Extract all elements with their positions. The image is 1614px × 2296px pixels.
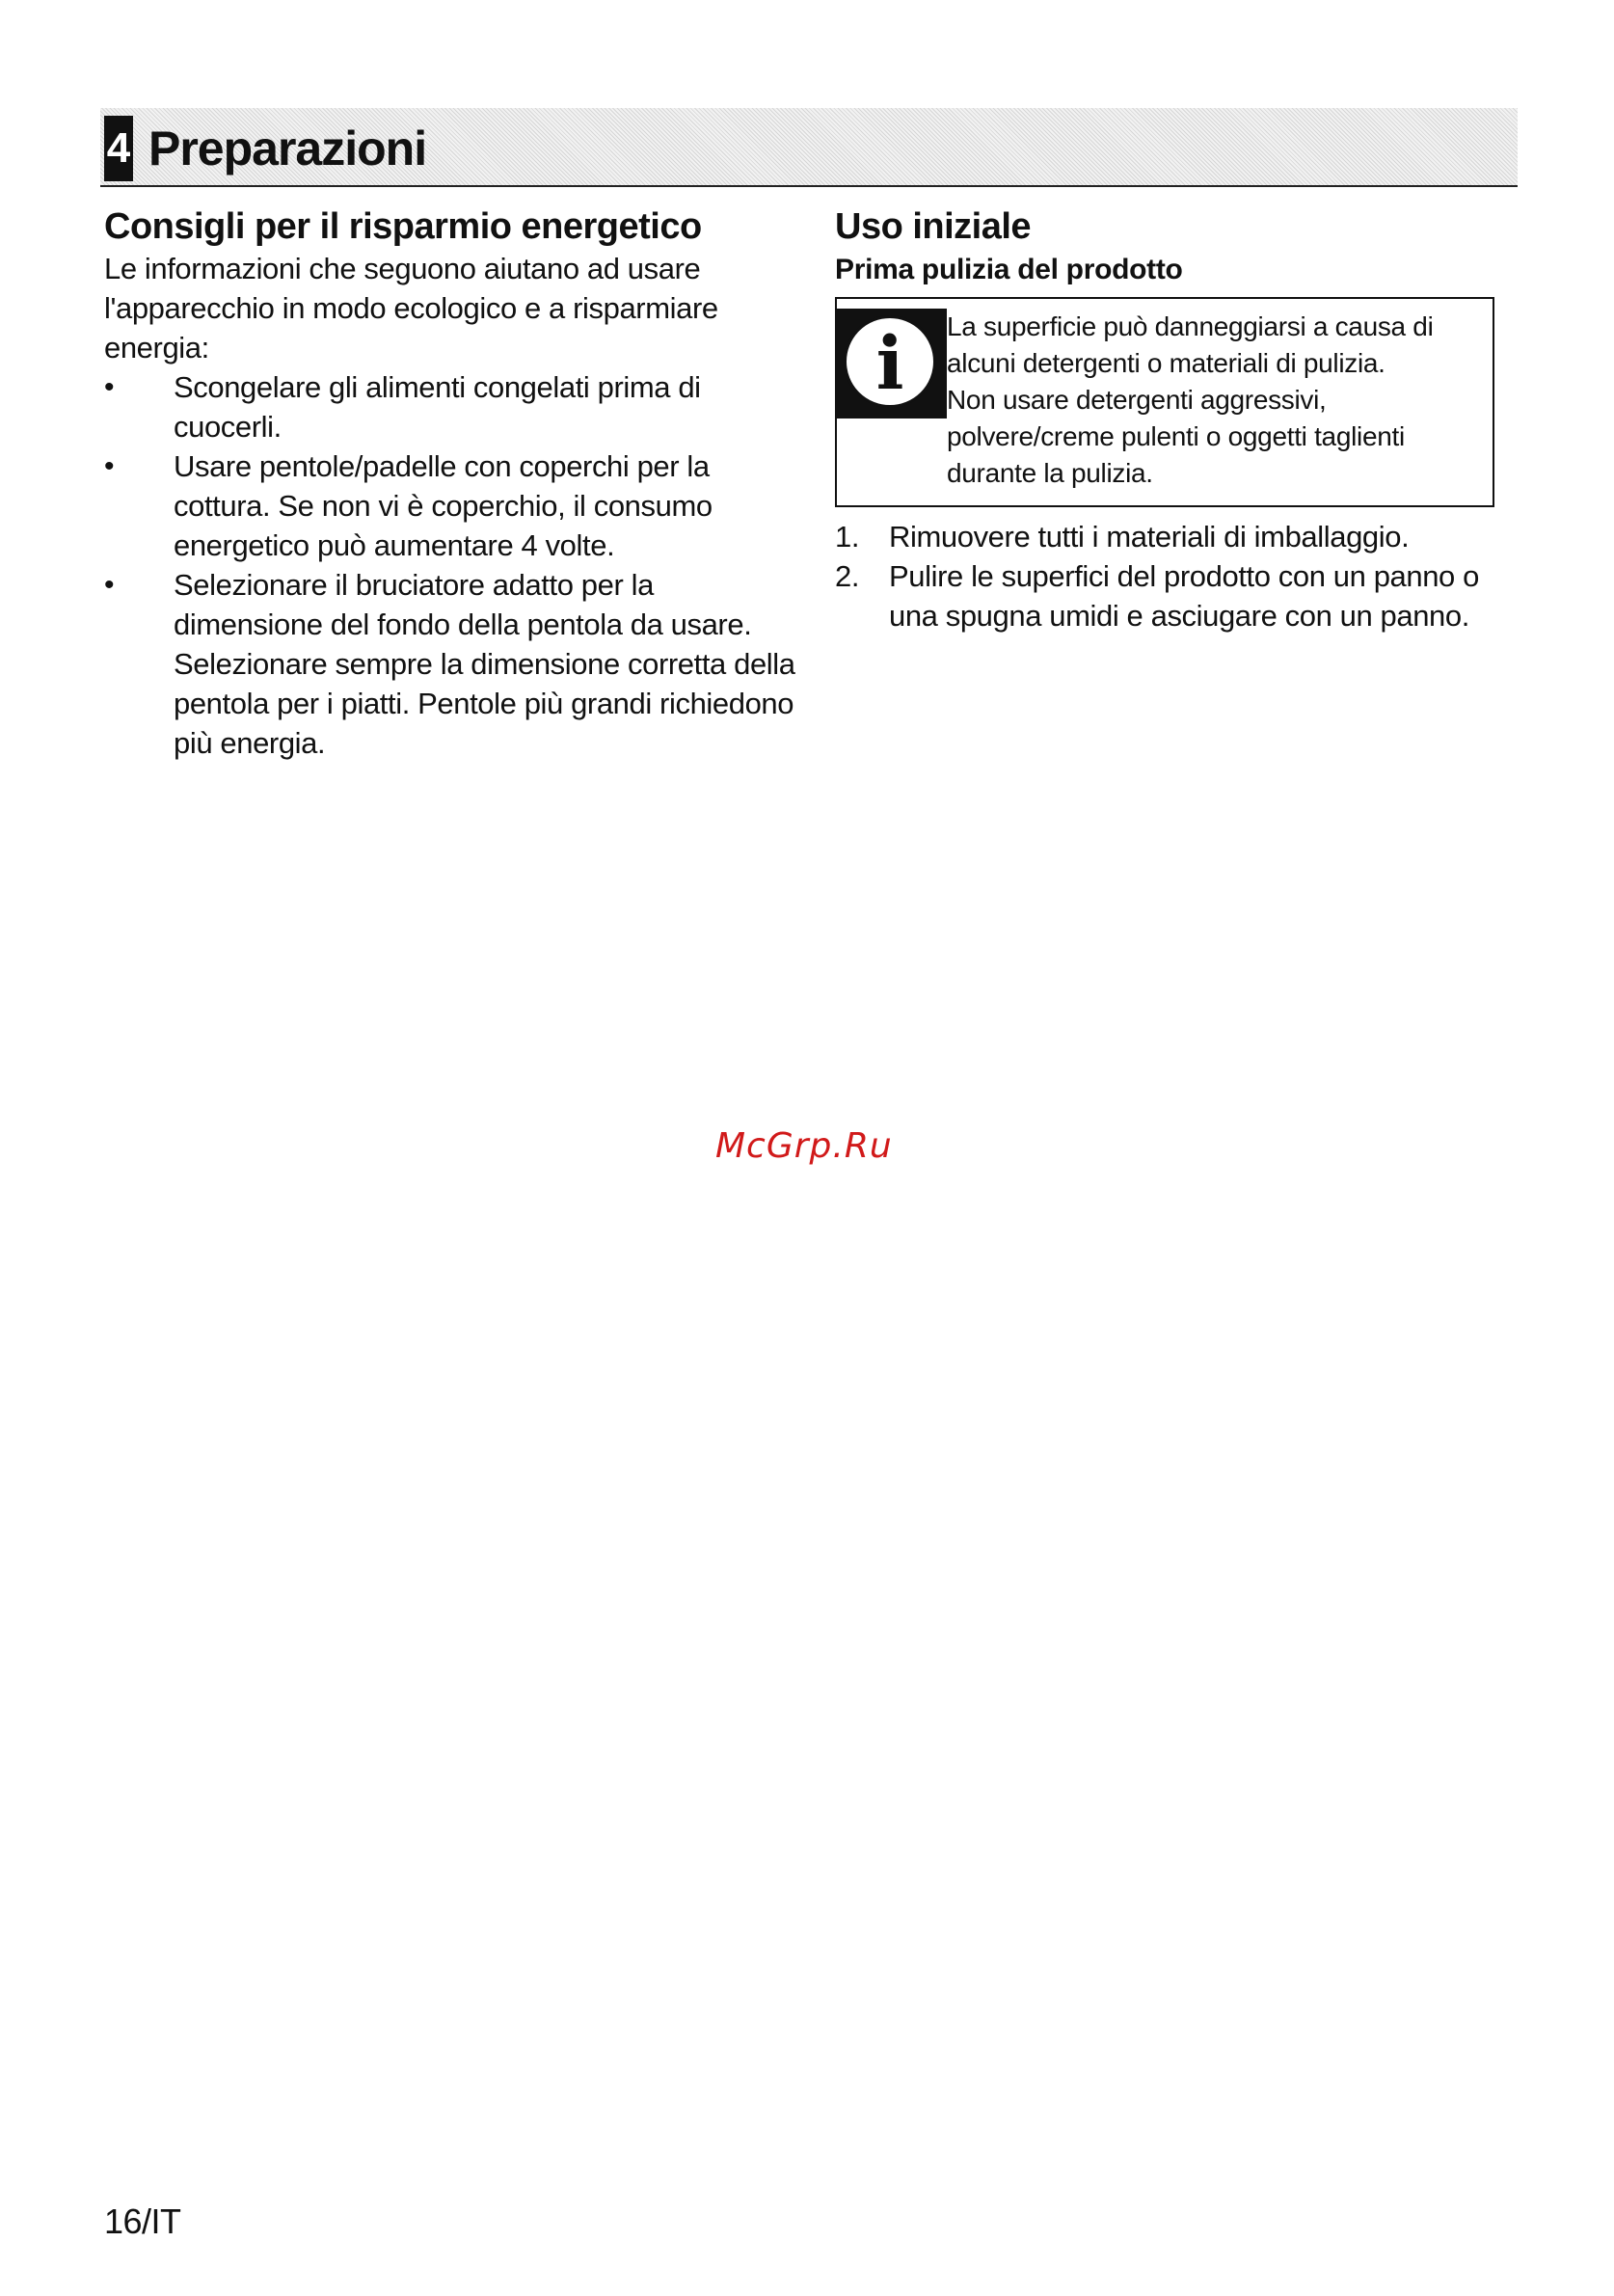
section-number: 4	[104, 116, 133, 181]
step-text: Rimuovere tutti i materiali di imballaggio.	[889, 520, 1410, 554]
energy-bullet-list	[104, 367, 798, 763]
section-header	[100, 108, 1518, 187]
list-item	[835, 556, 1520, 635]
step-number: 1.	[835, 520, 860, 554]
watermark: McGrp.Ru	[715, 1126, 893, 1166]
notice-line-1: La superficie può danneggiarsi a causa di alcuni detergenti o materiali di pulizia.	[947, 311, 1434, 378]
cleaning-steps-list	[835, 517, 1520, 635]
initial-use-subheading: Prima pulizia del prodotto	[835, 254, 1183, 285]
notice-line-2: Non usare detergenti aggressivi, polvere/creme pulenti o oggetti taglienti durante la pulizia.	[947, 385, 1405, 488]
energy-tips-column	[104, 204, 798, 763]
energy-heading: Consigli per il risparmio energetico	[104, 206, 702, 247]
list-item	[104, 446, 798, 565]
bullet-text: Usare pentole/padelle con coperchi per la cottura. Se non vi è coperchio, il consumo energetico può aumentare 4 volte.	[174, 449, 713, 562]
info-notice-box	[835, 297, 1494, 507]
section-title: Preparazioni	[148, 122, 427, 176]
list-item	[104, 565, 798, 763]
bullet-icon: •	[104, 450, 115, 482]
initial-use-column	[835, 204, 1520, 635]
energy-intro: Le informazioni che seguono aiutano ad usare l'apparecchio in modo ecologico e a risparmiare energia:	[104, 252, 718, 365]
bullet-text: Selezionare il bruciatore adatto per la dimensione del fondo della pentola da usare. Selezionare sempre la dimensione corretta della pentola per i piatti. Pentole più grandi richiedono più energia.	[174, 568, 795, 760]
info-icon: i	[837, 309, 947, 419]
bullet-text: Scongelare gli alimenti congelati prima di cuocerli.	[174, 370, 701, 444]
bullet-icon: •	[104, 371, 115, 403]
step-text: Pulire le superfici del prodotto con un panno o una spugna umidi e asciugare con un panno.	[889, 559, 1479, 633]
initial-use-heading: Uso iniziale	[835, 206, 1032, 247]
list-item	[835, 517, 1520, 556]
page-number: 16/IT	[104, 2201, 181, 2241]
notice-text	[947, 309, 1483, 492]
list-item	[104, 367, 798, 446]
step-number: 2.	[835, 559, 860, 593]
bullet-icon: •	[104, 569, 115, 601]
